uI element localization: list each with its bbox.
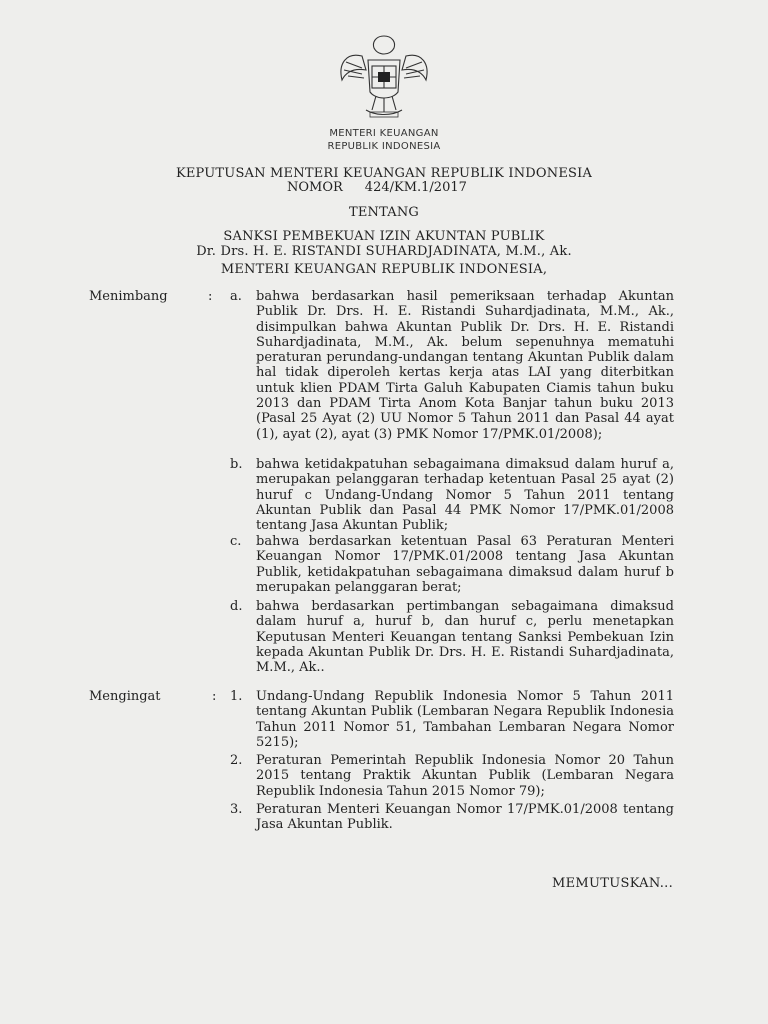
item-marker: a. [230, 289, 242, 304]
mengingat-item-2: Peraturan Pemerintah Republik Indonesia Nomor 20 Tahun 2015 tentang Praktik Akuntan Publik (Lembaran Negara Republik Indonesia Tahun 2015 Nomor 79); [256, 753, 674, 799]
menimbang-label: Menimbang [89, 289, 168, 304]
garuda-emblem-icon [332, 30, 436, 122]
item-marker: 1. [230, 689, 243, 704]
decree-tentang: TENTANG [348, 205, 420, 220]
decree-number-label: NOMOR [287, 180, 343, 195]
ministry-name-line1: MENTERI KEUANGAN [329, 128, 439, 139]
menimbang-item-b: bahwa ketidakpatuhan sebagaimana dimaksud dalam huruf a, merupakan pelanggaran terhadap ketentuan Pasal 25 ayat (2) huruf c Undang-Undang Nomor 5 Tahun 2011 tentang Akuntan Publik dan Pasal 44 PMK Nomor 17/PMK.01/2008 tentang Jasa Akuntan Publik; [256, 457, 674, 534]
decree-issuer: MENTERI KEUANGAN REPUBLIK INDONESIA, [220, 262, 548, 277]
menimbang-item-c: bahwa berdasarkan ketentuan Pasal 63 Peraturan Menteri Keuangan Nomor 17/PMK.01/2008 tentang Jasa Akuntan Publik, ketidakpatuhan sebagaimana dimaksud dalam huruf b merupakan pelanggaran berat; [256, 534, 674, 595]
mengingat-item-1: Undang-Undang Republik Indonesia Nomor 5 Tahun 2011 tentang Akuntan Publik (Lembaran Negara Republik Indonesia Tahun 2011 Nomor 51, Tambahan Lembaran Negara Nomor 5215); [256, 689, 674, 750]
item-marker: 3. [230, 802, 243, 817]
item-marker: 2. [230, 753, 243, 768]
menimbang-item-a: bahwa berdasarkan hasil pemeriksaan terhadap Akuntan Publik Dr. Drs. H. E. Ristandi Suhardjadinata, M.M., Ak., disimpulkan bahwa Akuntan Publik Dr. Drs. H. E. Ristandi Suhardjadinata, M.M., Ak. belum sepenuhnya mematuhi peraturan perundang-undangan tentang Akuntan Publik dalam hal tidak diperoleh kertas kerja atas LAI yang diterbitkan untuk klien PDAM Tirta Galuh Kabupaten Ciamis tahun buku 2013 dan PDAM Tirta Anom Kota Banjar tahun buku 2013 (Pasal 25 Ayat (2) UU Nomor 5 Tahun 2011 dan Pasal 44 ayat (1), ayat (2), ayat (3) PMK Nomor 17/PMK.01/2008); [256, 289, 674, 442]
item-marker: c. [230, 534, 242, 549]
mengingat-label: Mengingat [89, 689, 161, 704]
decree-person: Dr. Drs. H. E. RISTANDI SUHARDJADINATA, M.M., Ak. [196, 244, 572, 259]
ministry-name-line2: REPUBLIK INDONESIA [327, 141, 441, 152]
decree-subject: SANKSI PEMBEKUAN IZIN AKUNTAN PUBLIK [223, 229, 545, 244]
item-marker: b. [230, 457, 243, 472]
decree-number [287, 180, 467, 195]
item-marker: d. [230, 599, 243, 614]
memutuskan-continuation: MEMUTUSKAN... [552, 876, 674, 891]
menimbang-colon: : [208, 289, 213, 304]
decree-title: KEPUTUSAN MENTERI KEUANGAN REPUBLIK INDONESIA [175, 166, 593, 181]
mengingat-colon: : [212, 689, 217, 704]
menimbang-item-d: bahwa berdasarkan pertimbangan sebagaimana dimaksud dalam huruf a, huruf b, dan huruf c, perlu menetapkan Keputusan Menteri Keuangan tentang Sanksi Pembekuan Izin kepada Akuntan Publik Dr. Drs. H. E. Ristandi Suhardjadinata, M.M., Ak.. [256, 599, 674, 676]
mengingat-item-3: Peraturan Menteri Keuangan Nomor 17/PMK.01/2008 tentang Jasa Akuntan Publik. [256, 802, 674, 833]
decree-number-value: 424/KM.1/2017 [364, 180, 467, 195]
